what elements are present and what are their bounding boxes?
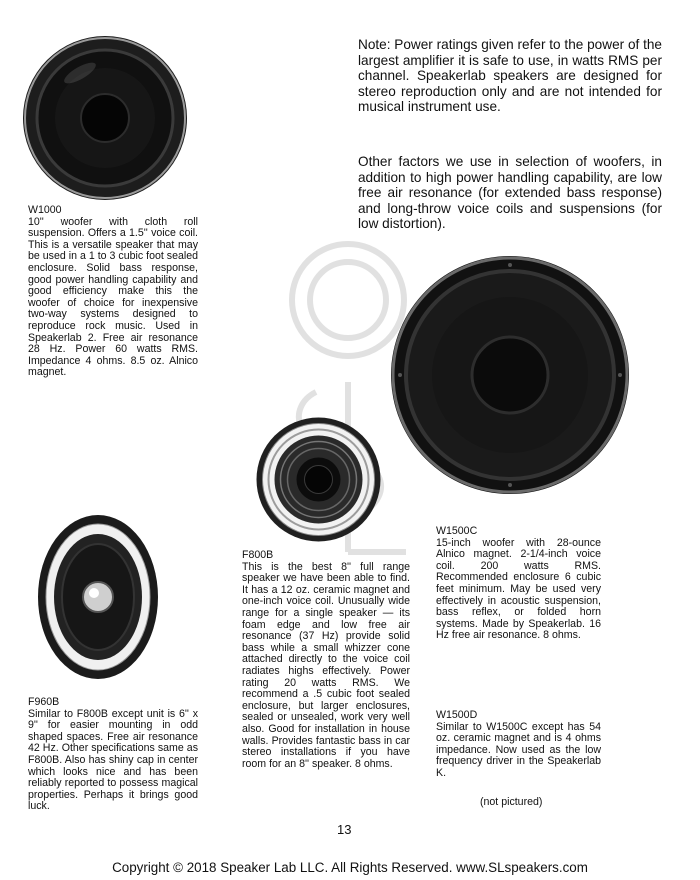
f960b-speaker-photo bbox=[36, 513, 160, 681]
page-number: 13 bbox=[337, 822, 352, 837]
w1500d-description: Similar to W1500C except has 54 oz. ceramic magnet and is 4 ohms impedance. Now used as the low frequency driver in the Speakerlab K. bbox=[436, 720, 601, 779]
f960b-description: Similar to F800B except unit is 6'' x 9'' for easier mounting in odd shaped spaces. Free air resonance 42 Hz. Other specifications same as F800B. Also has shiny cap in center which looks nice and has been reliably reported to possess magical properties. Perhaps it brings good luck. bbox=[28, 707, 198, 813]
w1500c-woofer-photo bbox=[388, 253, 632, 497]
w1500d-description-block bbox=[436, 710, 601, 780]
f960b-model-label: F960B bbox=[28, 696, 60, 708]
power-rating-note bbox=[358, 37, 662, 115]
copyright-footer: Copyright © 2018 Speaker Lab LLC. All Rights Reserved. www.SLspeakers.com bbox=[112, 860, 588, 875]
w1000-description: 10'' woofer with cloth roll suspension. Offers a 1.5'' voice coil. This is a versatile speaker that may be used in a 1 to 3 cubic foot sealed enclosure. Solid bass response, good power handling capability and good efficiency make this the woofer of choice for inexpensive two-way systems designed to reproduce rock music. Used in Speakerlab 2. Free air resonance 28 Hz. Power 60 watts RMS. Impedance 4 ohms. 8.5 oz. Alnico magnet. bbox=[28, 215, 198, 379]
f960b-description-block bbox=[28, 697, 198, 813]
note-paragraph-1: Note: Power ratings given refer to the power of the largest amplifier it is safe to use, in watts RMS per channel. Speakerlab speakers are designed for stereo reproduction only and are not intended for musical instrument use. bbox=[358, 37, 662, 115]
w1500c-description: 15-inch woofer with 28-ounce Alnico magnet. 2-1/4-inch voice coil. 200 watts RMS. Recommended enclosure 6 cubic feet minimum. May be used very effectively in acoustic suspension, bass reflex, or folded horn systems. Made by Speakerlab. 16 Hz free air resonance. 8 ohms. bbox=[436, 536, 601, 642]
woofer-factors-note bbox=[358, 154, 662, 232]
w1000-description-block bbox=[28, 205, 198, 379]
f800b-model-label: F800B bbox=[242, 549, 274, 561]
f800b-speaker-photo bbox=[255, 416, 382, 543]
f800b-description: This is the best 8'' full range speaker we have been able to find. It has a 12 oz. ceramic magnet and one-inch voice coil. Unusually wide range for a single speaker — its foam edge and low free air resonance (37 Hz) provide solid bass while a small whizzer cone attached directly to the voice coil radiates highs effectively. Power rating 20 watts RMS. We recommend a .5 cubic foot sealed enclosure, but larger enclosures, sealed or unsealed, work very well also. Good for installation in house walls. Provides fantastic bass in car stereo installations if you have room for an 8'' speaker. 8 ohms. bbox=[242, 560, 410, 770]
w1500d-not-pictured-note: (not pictured) bbox=[480, 796, 543, 808]
w1500d-model-label: W1500D bbox=[436, 709, 478, 721]
note-paragraph-2: Other factors we use in selection of woofers, in addition to high power handling capability, are low free air resonance (for extended bass response) and long-throw voice coils and suspensions (for low distortion). bbox=[358, 154, 662, 232]
w1500c-description-block bbox=[436, 526, 601, 642]
f800b-description-block bbox=[242, 550, 410, 770]
w1000-model-label: W1000 bbox=[28, 204, 62, 216]
w1500c-model-label: W1500C bbox=[436, 525, 478, 537]
w1000-woofer-photo bbox=[20, 33, 190, 203]
